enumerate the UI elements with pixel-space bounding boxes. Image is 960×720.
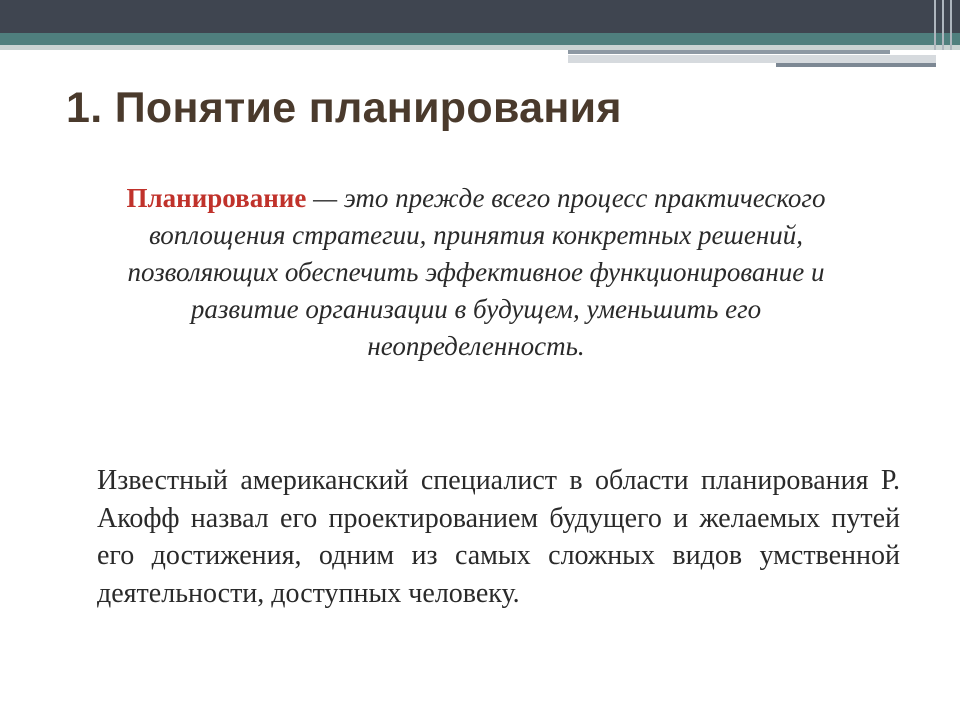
header-accent-bar — [568, 50, 890, 54]
header-teal-band — [0, 33, 960, 45]
ackoff-quote-paragraph: Известный американский специалист в области планирования Р. Акофф назвал его проектированием будущего и желаемых путей его достижения, одним из самых сложных видов умственной деятельности, доступных человеку. — [97, 465, 900, 609]
definition-paragraph — [96, 180, 856, 365]
definition-text: — это прежде всего процесс практического воплощения стратегии, принятия конкретных решений, позволяющих обеспечить эффективное функционирование и развитие организации в будущем, уменьшить его неопределенность. — [127, 183, 826, 361]
header-dark-band — [0, 0, 960, 33]
decor-line — [934, 0, 936, 50]
header-accent-bar — [568, 55, 936, 63]
header-decor-lines — [934, 0, 952, 50]
decor-line — [942, 0, 944, 50]
decor-line — [950, 0, 952, 50]
slide-title: 1. Понятие планирования — [66, 84, 622, 132]
definition-term: Планирование — [126, 183, 307, 213]
header-accent-bar — [776, 63, 936, 67]
